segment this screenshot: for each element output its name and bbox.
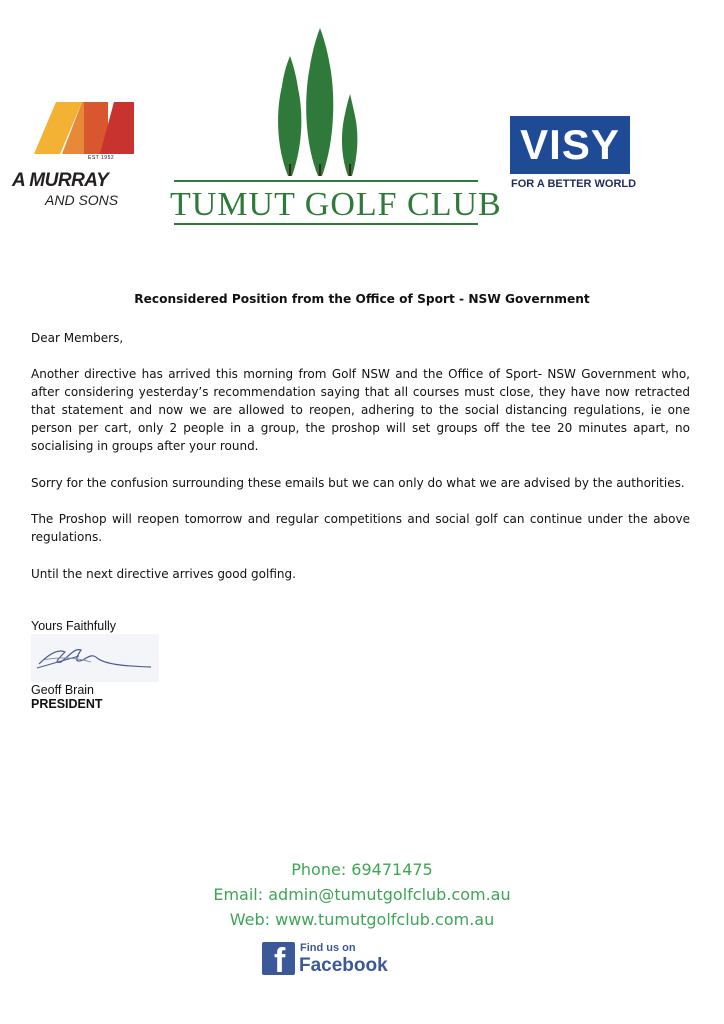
visy-tagline: FOR A BETTER WORLD bbox=[511, 178, 637, 190]
paragraph: Until the next directive arrives good golfing. bbox=[31, 567, 296, 581]
tumut-golf-club-logo bbox=[170, 26, 502, 230]
signoff: Yours Faithfully bbox=[31, 619, 116, 633]
visy-box bbox=[510, 116, 630, 174]
greeting: Dear Members, bbox=[31, 331, 124, 345]
footer-phone: Phone: 69471475 bbox=[291, 860, 433, 879]
murray-name-text: A MURRAY bbox=[12, 170, 109, 191]
paragraph: Another directive has arrived this morning from Golf NSW and the Office of Sport- NSW Government who, after considering yesterday’s recommendation saying that all courses must close, they have now retracted that statement and now we are allowed to reopen, adhering to the social distancing regulations, ie one person per cart, only 2 people in a group, the proshop will set groups off the tee 20 minutes apart, no socialising in groups after your round. bbox=[31, 367, 690, 453]
facebook-link[interactable] bbox=[262, 942, 392, 978]
signature-icon bbox=[31, 634, 159, 682]
signer-name: Geoff Brain bbox=[31, 683, 95, 697]
paragraph: Sorry for the confusion surrounding these emails but we can only do what we are advised by the authorities. bbox=[31, 476, 685, 490]
murray-mark-icon bbox=[34, 100, 134, 154]
tumut-name-text: TUMUT GOLF CLUB bbox=[170, 186, 502, 223]
signer-title: PRESIDENT bbox=[31, 697, 103, 711]
murray-sub-text: AND SONS bbox=[45, 192, 119, 208]
visy-name-text: VISY bbox=[520, 121, 620, 168]
facebook-name-text: Facebook bbox=[299, 955, 388, 976]
footer-website[interactable]: Web: www.tumutgolfclub.com.au bbox=[229, 910, 495, 929]
letter-title: Reconsidered Position from the Office of Sport - NSW Government bbox=[134, 292, 590, 306]
logo-rule-bottom bbox=[174, 223, 478, 225]
logo-rule-top bbox=[174, 180, 478, 182]
facebook-icon: f bbox=[262, 942, 295, 975]
signature-image bbox=[31, 634, 159, 682]
cypress-trees-icon bbox=[270, 26, 370, 176]
murray-est-text: EST 1952 bbox=[88, 155, 115, 161]
murray-logo bbox=[12, 100, 134, 206]
footer-email[interactable]: Email: admin@tumutgolfclub.com.au bbox=[213, 885, 511, 904]
paragraph: The Proshop will reopen tomorrow and regular competitions and social golf can continue under the above regulations. bbox=[31, 512, 690, 544]
visy-logo bbox=[510, 116, 637, 192]
facebook-find-text: Find us on bbox=[300, 942, 356, 954]
